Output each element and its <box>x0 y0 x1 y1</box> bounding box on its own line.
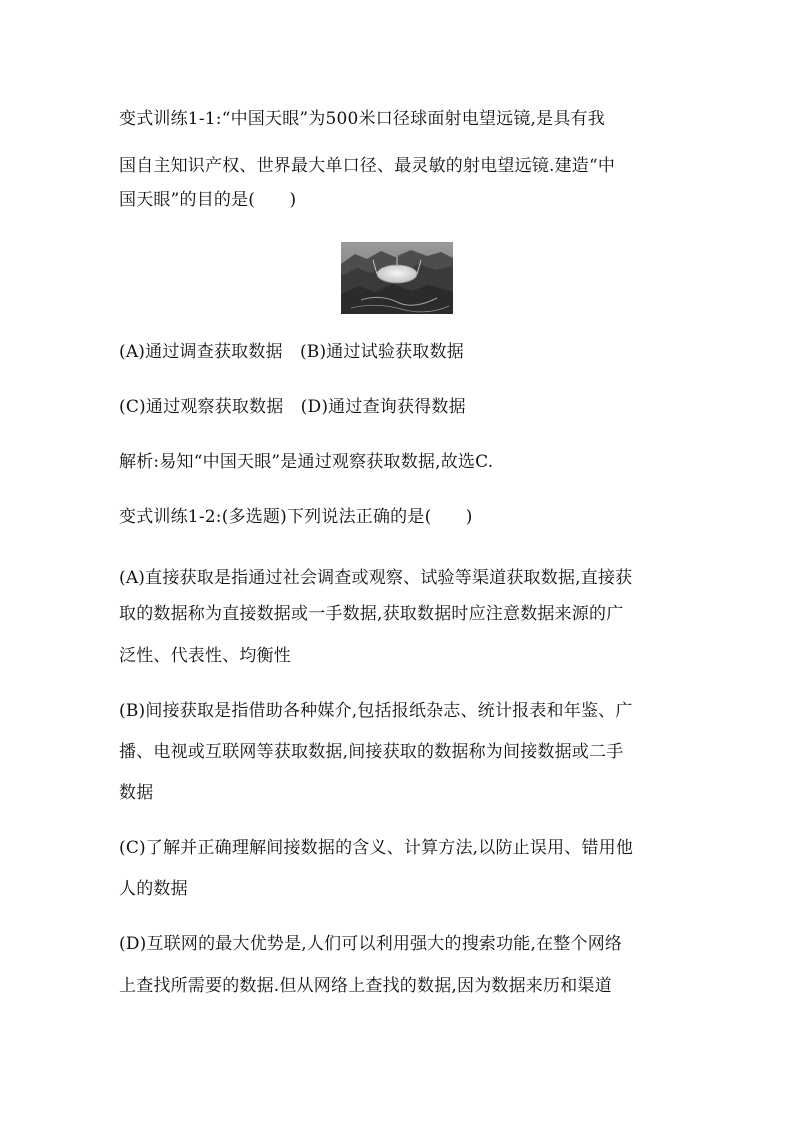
question-2-option-a-line-3: 泛性、代表性、均衡性 <box>119 646 291 666</box>
question-2-option-a-line-1: (A)直接获取是指通过社会调查或观察、试验等渠道获取数据,直接获 <box>119 568 633 588</box>
question-2-option-b-line-1: (B)间接获取是指借助各种媒介,包括报纸杂志、统计报表和年鉴、广 <box>119 701 633 721</box>
question-2-option-b-line-3: 数据 <box>119 783 154 803</box>
question-2-option-a-line-2: 取的数据称为直接数据或一手数据,获取数据时应注意数据来源的广 <box>119 604 624 624</box>
question-1-line-3: 国天眼”的目的是( ) <box>119 190 297 210</box>
telescope-photo <box>341 242 453 314</box>
question-1-line-1: 变式训练1-1:“中国天眼”为500米口径球面射电望远镜,是具有我 <box>119 109 605 129</box>
question-2-option-c-line-2: 人的数据 <box>119 879 188 899</box>
question-1-line-2: 国自主知识产权、世界最大单口径、最灵敏的射电望远镜.建造“中 <box>119 156 616 176</box>
question-2-option-b-line-2: 播、电视或互联网等获取数据,间接获取的数据称为间接数据或二手 <box>119 742 624 762</box>
question-2-title: 变式训练1-2:(多选题)下列说法正确的是( ) <box>119 507 473 527</box>
question-2-option-d-line-2: 上查找所需要的数据.但从网络上查找的数据,因为数据来历和渠道 <box>119 976 612 996</box>
question-2-option-d-line-1: (D)互联网的最大优势是,人们可以利用强大的搜索功能,在整个网络 <box>119 934 623 954</box>
question-1-options-ab: (A)通过调查获取数据 (B)通过试验获取数据 <box>119 342 464 362</box>
question-1-solution: 解析:易知“中国天眼”是通过观察获取数据,故选C. <box>119 452 494 472</box>
question-1-options-cd: (C)通过观察获取数据 (D)通过查询获得数据 <box>119 397 466 417</box>
question-2-option-c-line-1: (C)了解并正确理解间接数据的含义、计算方法,以防止误用、错用他 <box>119 838 634 858</box>
